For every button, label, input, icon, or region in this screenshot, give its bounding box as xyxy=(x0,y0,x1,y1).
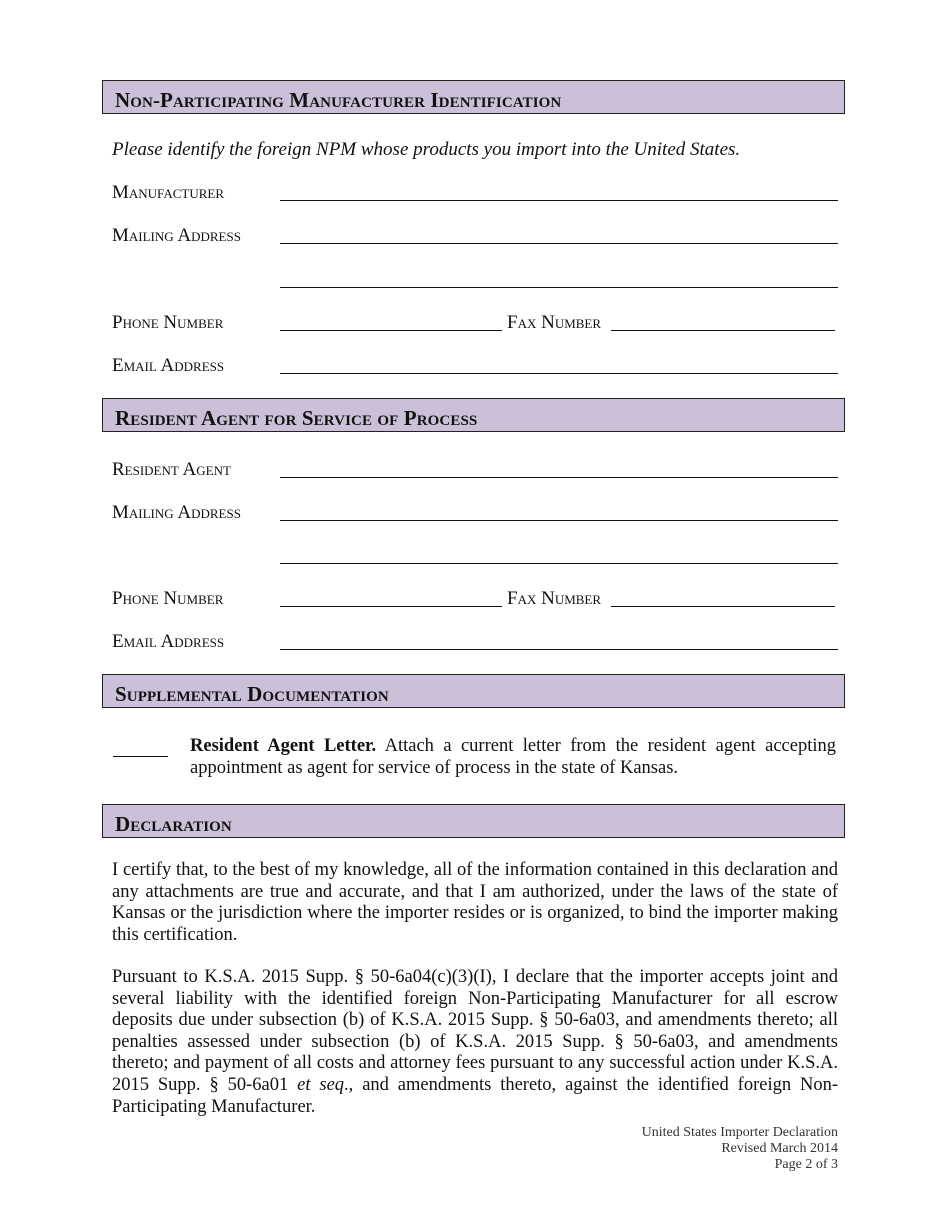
declaration-paragraph-1: I certify that, to the best of my knowledge, all of the information contained in this declaration and any attachments are true and accurate, and that I am authorized, under the laws of the state of Kansas or the jurisdiction where the importer resides or is organized, to bind the importer making this certification. xyxy=(112,860,838,945)
npm-fax-number-label: Fax Number xyxy=(507,312,602,333)
resident-agent-label: Resident Agent xyxy=(112,459,231,480)
agent-email-address-label: Email Address xyxy=(112,631,225,652)
section-title: Resident Agent for Service of Process xyxy=(115,406,478,430)
section-title: Non-Participating Manufacturer Identification xyxy=(115,88,562,112)
npm-email-address-label: Email Address xyxy=(112,355,225,376)
section-title: Supplemental Documentation xyxy=(115,682,389,706)
agent-mailing-address-field-2[interactable] xyxy=(280,563,838,564)
section-header-agent xyxy=(102,398,845,432)
declaration-paragraph-2 xyxy=(112,967,838,1118)
npm-intro-text: Please identify the foreign NPM whose products you import into the United States. xyxy=(112,139,741,160)
declaration-paragraph-2-text-a: Pursuant to K.S.A. 2015 Supp. § 50-6a04(c)(3)(I), I declare that the importer accepts joint and several liability with the identified foreign Non-Participating Manufacturer for all escrow deposits due under subsection (b) of K.S.A. 2015 Supp. § 50-6a03, and amendments thereto; all penalties assessed under subsection (b) of K.S.A. 2015 Supp. § 50-6a03, and amendments thereto; and payment of all costs and attorney fees pursuant to any successful action under K.S.A. 2015 Supp. § 50-6a01 xyxy=(112,967,838,1095)
resident-agent-field[interactable] xyxy=(280,477,838,478)
agent-mailing-address-label: Mailing Address xyxy=(112,502,241,523)
footer-revision: Revised March 2014 xyxy=(721,1141,838,1156)
npm-phone-number-label: Phone Number xyxy=(112,312,224,333)
section-header-declaration xyxy=(102,804,845,838)
npm-mailing-address-field-1[interactable] xyxy=(280,243,838,244)
section-title: Declaration xyxy=(115,812,232,836)
npm-mailing-address-field-2[interactable] xyxy=(280,287,838,288)
manufacturer-field[interactable] xyxy=(280,200,838,201)
npm-mailing-address-label: Mailing Address xyxy=(112,225,241,246)
agent-fax-number-field[interactable] xyxy=(611,606,835,607)
agent-mailing-address-field-1[interactable] xyxy=(280,520,838,521)
npm-phone-number-field[interactable] xyxy=(280,330,502,331)
footer-document-title: United States Importer Declaration xyxy=(641,1125,838,1140)
resident-agent-letter-description: Attach a current letter from the resident agent accepting appointment as agent for service of process in the state of Kansas. xyxy=(190,736,836,778)
agent-phone-number-field[interactable] xyxy=(280,606,502,607)
section-header-npm xyxy=(102,80,845,114)
page-footer xyxy=(642,1125,838,1173)
resident-agent-letter-title: Resident Agent Letter. xyxy=(190,736,377,756)
resident-agent-letter-check[interactable] xyxy=(113,756,168,757)
resident-agent-letter-text xyxy=(190,735,836,779)
agent-phone-number-label: Phone Number xyxy=(112,588,224,609)
declaration-paragraph-2-italic: et seq xyxy=(297,1074,345,1095)
agent-fax-number-label: Fax Number xyxy=(507,588,602,609)
npm-email-address-field[interactable] xyxy=(280,373,838,374)
declaration-paragraph-2-text-b: ., and amendments thereto, against the identified foreign Non-Participating Manufacturer. xyxy=(112,1074,839,1117)
section-header-supplemental xyxy=(102,674,845,708)
agent-email-address-field[interactable] xyxy=(280,649,838,650)
npm-fax-number-field[interactable] xyxy=(611,330,835,331)
footer-page-number: Page 2 of 3 xyxy=(774,1157,838,1172)
manufacturer-label: Manufacturer xyxy=(112,182,224,203)
